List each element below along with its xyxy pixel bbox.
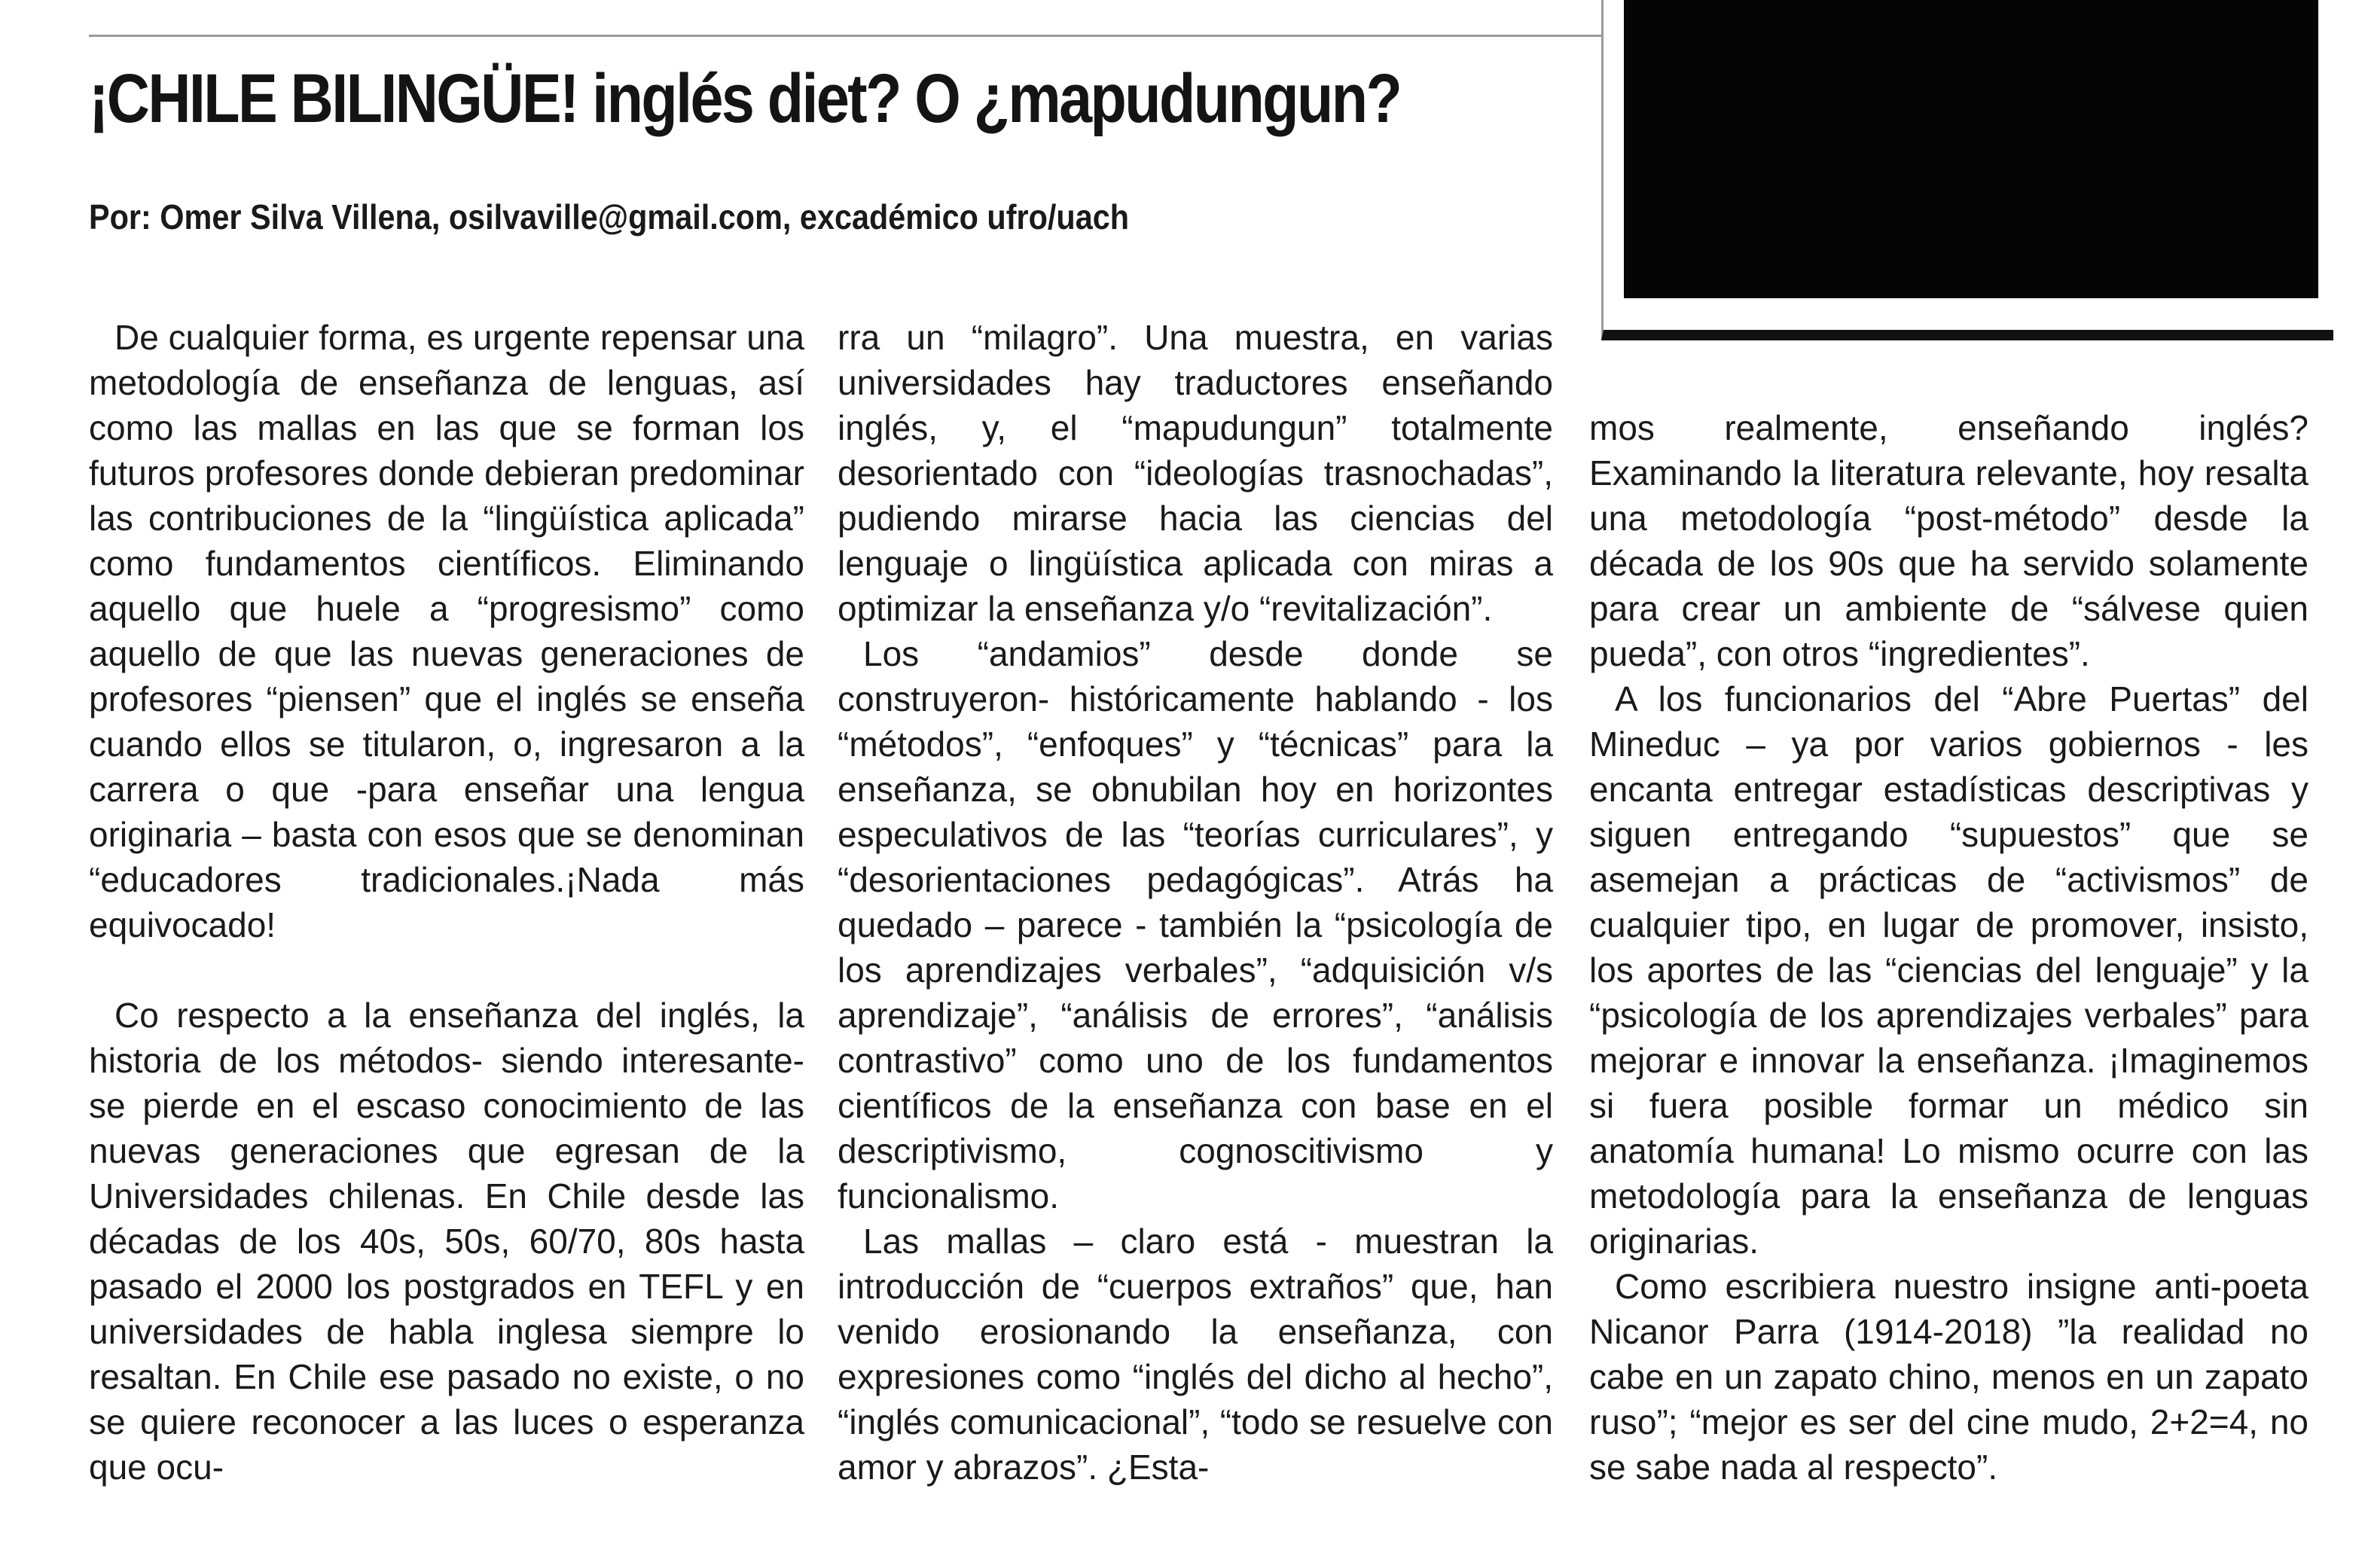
paragraph: De cualquier forma, es urgente repensar una metodología de enseñanza de lenguas, así como las mallas en las que se forman los futuros profesores donde debieran predominar las contribuciones de la “lingüística aplicada” como fundamentos científicos. Eliminando aquello que huele a “progresismo” como aquello de que las nuevas generaciones de profesores “piensen” que el inglés se enseña cuando ellos se titularon, o, ingresaron a la carrera o que -para enseñar una lengua originaria – basta con esos que se denominan “educadores tradicionales.¡Nada más equivocado!	[89, 318, 804, 944]
paragraph: rra un “milagro”. Una muestra, en varias universidades hay traductores enseñando inglés, y, el “mapudungun” totalmente desorientado con “ideologías trasnochadas”, pudiendo mirarse hacia las ciencias del lenguaje o lingüística aplicada con miras a optimizar la enseñanza y/o “revitalización”.	[838, 318, 1553, 628]
paragraph: mos realmente, enseñando inglés? Examinando la literatura relevante, hoy resalta una metodología “post-método” desde la década de los 90s que ha servido solamente para crear un ambiente de “sálvese quien pueda”, con otros “ingredientes”.	[1589, 408, 2308, 673]
paragraph: Como escribiera nuestro insigne anti-poeta Nicanor Parra (1914-2018) ”la realidad no cabe en un zapato chino, menos en un zapato ruso”; “mejor es ser del cine mudo, 2+2=4, no se sabe nada al respecto”.	[1589, 1267, 2308, 1487]
headline: ¡CHILE BILINGÜE! inglés diet? O ¿mapudungun?	[89, 60, 1401, 137]
top-rule	[89, 35, 1603, 37]
article-column-3	[1589, 405, 2308, 1490]
paragraph: Las mallas – claro está - muestran la introducción de “cuerpos extraños” que, han venido erosionando la enseñanza, con expresiones como “inglés del dicho al hecho”, “inglés comunicacional”, “todo se resuelve con amor y abrazos”. ¿Esta-	[838, 1222, 1553, 1487]
photo-placeholder	[1624, 0, 2318, 298]
paragraph: Los “andamios” desde donde se construyeron- históricamente hablando - los “métodos”, “enfoques” y “técnicas” para la enseñanza, se obnubilan hoy en horizontes especulativos de las “teorías curriculares”, y “desorientaciones pedagógicas”. Atrás ha quedado – parece - también la “psicología de los aprendizajes verbales”, “adquisición v/s aprendizaje”, “análisis de errores”, “análisis contrastivo” como uno de los fundamentos científicos de la enseñanza con base en el descriptivismo, cognoscitivismo y funcionalismo.	[838, 634, 1553, 1216]
paragraph: Co respecto a la enseñanza del inglés, la historia de los métodos- siendo interesante- se pierde en el escaso conocimiento de las nuevas generaciones que egresan de la Universidades chilenas. En Chile desde las décadas de los 40s, 50s, 60/70, 80s hasta pasado el 2000 los postgrados en TEFL y en universidades de habla inglesa siempre lo resaltan. En Chile ese pasado no existe, o no se quiere reconocer a las luces o esperanza que ocu-	[89, 996, 804, 1487]
paragraph: A los funcionarios del “Abre Puertas” del Mineduc – ya por varios gobiernos - les encanta entregar estadísticas descriptivas y siguen entregando “supuestos” que se asemejan a prácticas de “activismos” de cualquier tipo, en lugar de promover, insisto, los aportes de las “ciencias del lenguaje” y la “psicología de los aprendizajes verbales” para mejorar e innovar la enseñanza. ¡Imaginemos si fuera posible formar un médico sin anatomía humana! Lo mismo ocurre con las metodología para la enseñanza de lenguas originarias.	[1589, 679, 2308, 1261]
byline: Por: Omer Silva Villena, osilvaville@gmail.com, excadémico ufro/uach	[89, 197, 1130, 236]
article-column-2	[838, 315, 1553, 1490]
article-column-1	[89, 315, 804, 1490]
